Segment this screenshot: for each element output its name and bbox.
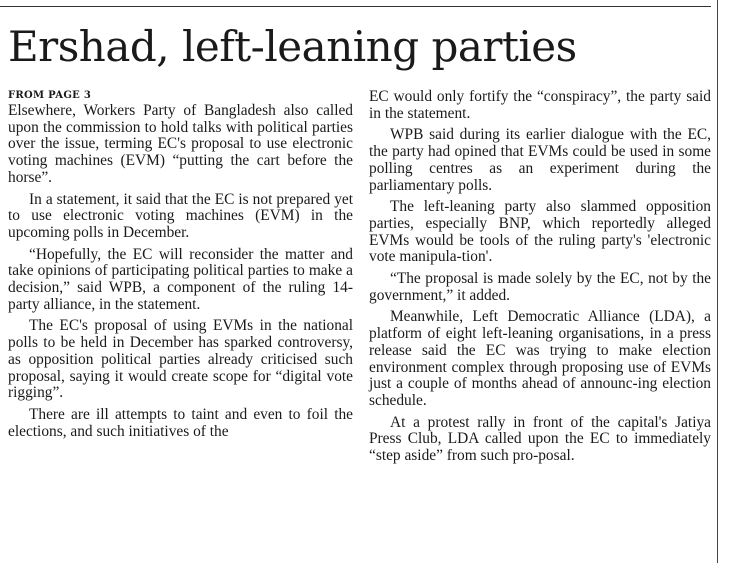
top-rule bbox=[0, 6, 711, 7]
paragraph: In a statement, it said that the EC is not prepared yet to use electronic voting machines (EVM) in the upcoming polls in December. bbox=[8, 190, 353, 241]
paragraph: WPB said during its earlier dialogue with the EC, the party had opined that EVMs could be used in some polling centres as an experiment during the parliamentary polls. bbox=[369, 126, 711, 194]
column-rule bbox=[717, 0, 718, 563]
paragraph: Meanwhile, Left Democratic Alliance (LDA), a platform of eight left-leaning organisations, in a press release said the EC was trying to make election environment complex through proposing use of EVMs just a couple of months ahead of announc-ing election schedule. bbox=[369, 308, 711, 409]
paragraph: Elsewhere, Workers Party of Bangladesh also called upon the commission to hold talks with political parties over the issue, terming EC's proposal to use electronic voting machines (EVM) “putting the cart before the horse”. bbox=[8, 102, 353, 186]
paragraph: The EC's proposal of using EVMs in the national polls to be held in December has sparked controversy, as opposition political parties already criticised such proposal, saying it would create scope for “digital vote rigging”. bbox=[8, 317, 353, 402]
right-column bbox=[369, 89, 711, 470]
headline: Ershad, left-leaning parties bbox=[8, 22, 577, 71]
paragraph: There are ill attempts to taint and even to foil the elections, and such initiatives of the bbox=[8, 405, 353, 440]
paragraph: The left-leaning party also slammed opposition parties, especially BNP, which reportedly alleged EVMs would be tools of the ruling party's 'electronic vote manipula-tion'. bbox=[369, 198, 711, 266]
paragraph: At a protest rally in front of the capital's Jatiya Press Club, LDA called upon the EC to immediately “step aside” from such pro-posal. bbox=[369, 413, 711, 465]
left-column bbox=[8, 103, 353, 445]
paragraph: “Hopefully, the EC will reconsider the matter and take opinions of participating political parties to make a decision,” said WPB, a component of the ruling 14-party alliance, in the statement. bbox=[8, 245, 353, 313]
paragraph: “The proposal is made solely by the EC, not by the government,” it added. bbox=[369, 270, 711, 304]
continuation-kicker: FROM PAGE 3 bbox=[8, 90, 92, 101]
paragraph: EC would only fortify the “conspiracy”, the party said in the statement. bbox=[369, 88, 711, 122]
